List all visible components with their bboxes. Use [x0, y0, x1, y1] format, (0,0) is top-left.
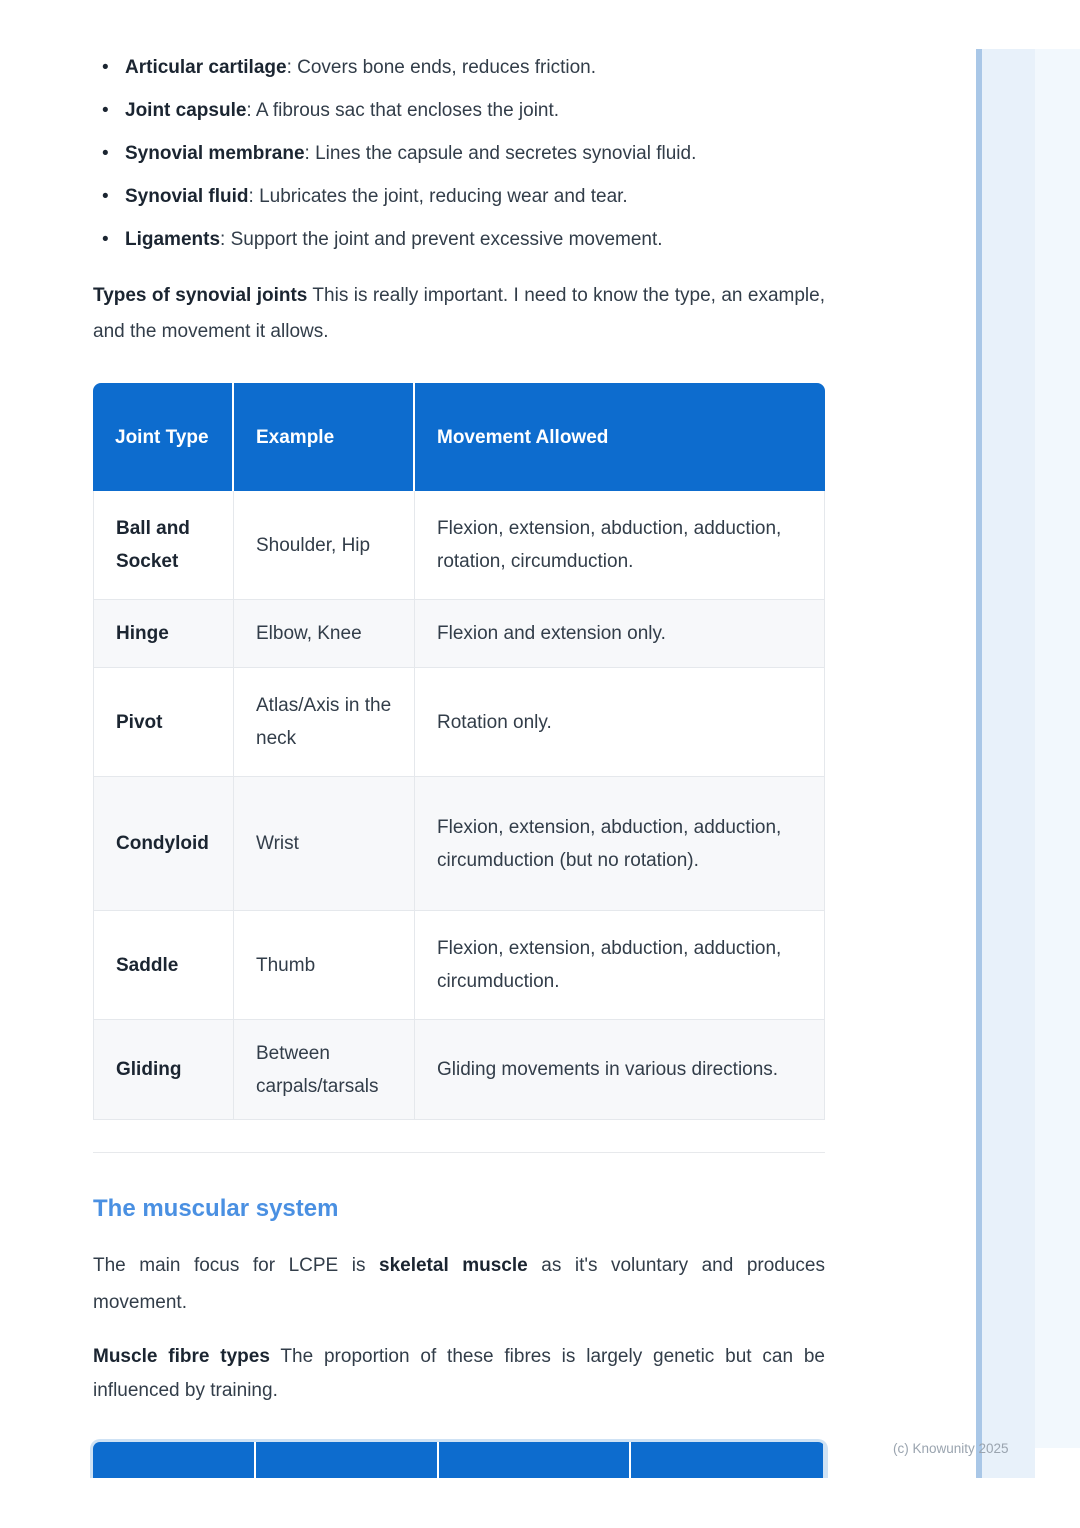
list-desc: : Lubricates the joint, reducing wear and tear. [248, 186, 628, 207]
cell-example: Shoulder, Hip [234, 491, 415, 600]
bullet-icon: • [102, 186, 109, 207]
cell-movement: Flexion, extension, abduction, adduction, circumduction (but no rotation). [415, 777, 825, 911]
list-item [93, 139, 853, 168]
bullet-icon: • [102, 100, 109, 121]
paragraph-text: as it's voluntary and produces movement. [93, 1255, 825, 1313]
cell-movement: Flexion, extension, abduction, adduction, rotation, circumduction. [415, 491, 825, 600]
list-desc: : A fibrous sac that encloses the joint. [246, 100, 560, 121]
column-header-example: Example [234, 383, 415, 491]
section-heading-muscular-system: The muscular system [93, 1195, 339, 1222]
list-desc: : Lines the capsule and secretes synovial fluid. [304, 143, 697, 164]
list-term: Synovial membrane [125, 143, 305, 164]
intro-paragraph [93, 278, 825, 350]
cell-movement: Flexion, extension, abduction, adduction, circumduction. [415, 911, 825, 1020]
intro-lead: Types of synovial joints [93, 285, 308, 306]
muscular-paragraph-2 [93, 1340, 825, 1408]
cell-joint-type: Condyloid [93, 777, 234, 911]
paragraph-bold: skeletal muscle [379, 1255, 528, 1276]
fibre-table-header-cell [256, 1442, 439, 1478]
bullet-icon: • [102, 229, 109, 250]
cell-joint-type: Hinge [93, 600, 234, 668]
cell-example: Elbow, Knee [234, 600, 415, 668]
bullet-icon: • [102, 143, 109, 164]
paragraph-text: The proportion of these fibres is largely genetic but can be influenced by training. [93, 1346, 825, 1401]
list-term: Ligaments [125, 229, 221, 250]
list-item [93, 225, 853, 254]
list-term: Synovial fluid [125, 186, 249, 207]
intro-text: This is really important. I need to know the type, an example, and the movement it allows. [93, 285, 825, 342]
paragraph-lead: Muscle fibre types [93, 1346, 270, 1367]
table-header-row [93, 383, 825, 491]
column-header-movement: Movement Allowed [415, 383, 825, 491]
cell-joint-type: Ball and Socket [93, 491, 234, 600]
table-row [93, 911, 825, 1020]
list-item [93, 53, 853, 82]
cell-example: Atlas/Axis in the neck [234, 668, 415, 777]
bullet-icon: • [102, 57, 109, 78]
list-term: Articular cartilage [125, 57, 287, 78]
cell-joint-type: Gliding [93, 1020, 234, 1120]
list-item [93, 96, 853, 125]
copyright-watermark: (c) Knowunity 2025 [893, 1441, 1009, 1456]
muscular-paragraph-1 [93, 1247, 825, 1321]
column-header-joint-type: Joint Type [93, 383, 234, 491]
list-desc: : Support the joint and prevent excessive movement. [220, 229, 663, 250]
section-divider [93, 1152, 825, 1153]
list-term: Joint capsule [125, 100, 247, 121]
fibre-table-header-partial [90, 1439, 828, 1478]
scrollbar-thumb[interactable] [976, 49, 1035, 1478]
cell-movement: Gliding movements in various directions. [415, 1020, 825, 1120]
cell-example: Between carpals/tarsals [234, 1020, 415, 1120]
table-row [93, 668, 825, 777]
cell-joint-type: Pivot [93, 668, 234, 777]
scrollbar-track-shade [1035, 49, 1080, 1448]
joints-table [93, 383, 825, 1120]
table-row [93, 491, 825, 600]
table-row [93, 1020, 825, 1120]
fibre-table-header-cell [631, 1442, 823, 1478]
key-structures-list [93, 53, 853, 268]
cell-joint-type: Saddle [93, 911, 234, 1020]
table-row [93, 777, 825, 911]
cell-example: Thumb [234, 911, 415, 1020]
fibre-table-header-cell [93, 1442, 256, 1478]
cell-movement: Flexion and extension only. [415, 600, 825, 668]
list-desc: : Covers bone ends, reduces friction. [286, 57, 597, 78]
paragraph-text: The main focus for LCPE is [93, 1255, 379, 1276]
table-row [93, 600, 825, 668]
cell-example: Wrist [234, 777, 415, 911]
fibre-table-header-cell [439, 1442, 631, 1478]
cell-movement: Rotation only. [415, 668, 825, 777]
list-item [93, 182, 853, 211]
